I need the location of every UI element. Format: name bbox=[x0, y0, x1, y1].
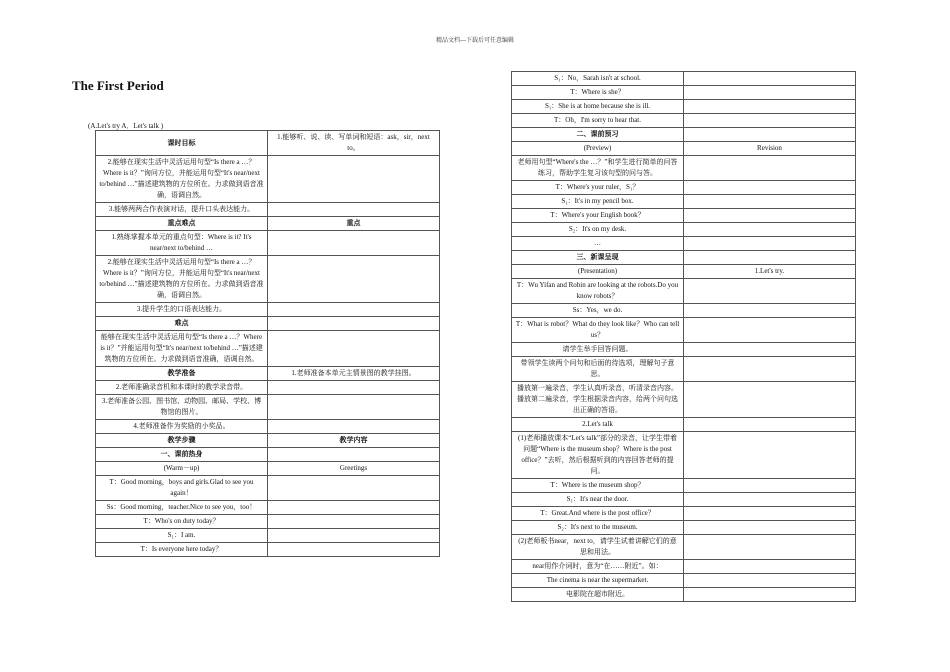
table-cell-right bbox=[268, 529, 440, 543]
table-row bbox=[512, 114, 856, 128]
table-row bbox=[96, 501, 440, 515]
table-cell-left: 重点难点 bbox=[96, 217, 268, 231]
table-row bbox=[96, 203, 440, 217]
table-cell-right bbox=[268, 231, 440, 256]
table-cell-left: 三、新课呈现 bbox=[512, 251, 684, 265]
table-cell-right bbox=[684, 86, 856, 100]
table-cell-right bbox=[268, 476, 440, 501]
table-cell-left: T：Oh，I'm sorry to hear that. bbox=[512, 114, 684, 128]
table-cell-right bbox=[268, 515, 440, 529]
table-row bbox=[96, 367, 440, 381]
table-cell-left: T：What is robot？What do they look like？Who can tell us？ bbox=[512, 318, 684, 343]
left-lesson-table bbox=[95, 130, 440, 557]
table-cell-left: T：Great.And where is the post office？ bbox=[512, 507, 684, 521]
table-cell-right bbox=[684, 535, 856, 560]
page-title: The First Period bbox=[72, 78, 164, 93]
table-row bbox=[96, 231, 440, 256]
table-cell-left: (Presentation) bbox=[512, 265, 684, 279]
table-cell-right bbox=[268, 317, 440, 331]
table-cell-left: S₁：It's near the door. bbox=[512, 493, 684, 507]
table-cell-right bbox=[684, 588, 856, 602]
table-cell-right bbox=[268, 331, 440, 367]
table-row bbox=[96, 529, 440, 543]
table-cell-left: T：Wu Yifan and Robin are looking at the robots.Do you know robots？ bbox=[512, 279, 684, 304]
table-cell-left: S₁：She is at home because she is ill. bbox=[512, 100, 684, 114]
table-cell-right bbox=[684, 479, 856, 493]
table-cell-left: 电影院在超市附近。 bbox=[512, 588, 684, 602]
table-cell-right bbox=[684, 251, 856, 265]
table-cell-left: T：Where's your ruler，S₁？ bbox=[512, 181, 684, 195]
table-row bbox=[512, 535, 856, 560]
table-row bbox=[512, 588, 856, 602]
table-row bbox=[512, 195, 856, 209]
table-cell-left: (Warm－up) bbox=[96, 462, 268, 476]
table-row bbox=[512, 574, 856, 588]
table-cell-right bbox=[684, 114, 856, 128]
table-row bbox=[512, 507, 856, 521]
table-row bbox=[96, 462, 440, 476]
table-row bbox=[512, 100, 856, 114]
table-cell-right bbox=[684, 195, 856, 209]
table-cell-left: The cinema is near the supermarket. bbox=[512, 574, 684, 588]
table-cell-right bbox=[268, 395, 440, 420]
table-cell-right: 1.Let's try. bbox=[684, 265, 856, 279]
table-row bbox=[96, 256, 440, 303]
table-row bbox=[96, 317, 440, 331]
table-cell-right: Greetings bbox=[268, 462, 440, 476]
table-row bbox=[512, 493, 856, 507]
table-cell-right bbox=[268, 303, 440, 317]
table-row bbox=[96, 131, 440, 156]
table-cell-left: Ss：Good morning，teacher.Nice to see you，too！ bbox=[96, 501, 268, 515]
table-row bbox=[512, 432, 856, 479]
table-cell-left: S₂：It's on my desk. bbox=[512, 223, 684, 237]
table-cell-right bbox=[684, 318, 856, 343]
table-row bbox=[512, 265, 856, 279]
table-cell-left: 教学准备 bbox=[96, 367, 268, 381]
table-cell-left: S₁：No，Sarah isn't at school. bbox=[512, 72, 684, 86]
table-cell-left: 老师用句型“Where's the …？”和学生进行简单的问答练习，帮助学生复习该句型的问与答。 bbox=[512, 156, 684, 181]
table-cell-left: 3.提升学生的口语表达能力。 bbox=[96, 303, 268, 317]
table-cell-left: 播放第一遍录音，学生认真听录音，听清录音内容。播放第二遍录音，学生根据录音内容，给两个问句选出正确的答语。 bbox=[512, 382, 684, 418]
table-cell-left: (2)老师板书near，next to，请学生试着讲解它们的意思和用法。 bbox=[512, 535, 684, 560]
table-cell-right bbox=[684, 156, 856, 181]
table-cell-left: T：Where is the museum shop？ bbox=[512, 479, 684, 493]
table-row bbox=[96, 434, 440, 448]
table-row bbox=[96, 476, 440, 501]
table-cell-left: 能够在现实生活中灵活运用句型“Is there a …？Where is it？”并能运用句型“It's near/next to/behind …”描述建筑物的方位所在。力求做到语音准确，语调自然。 bbox=[96, 331, 268, 367]
table-cell-left: 教学步骤 bbox=[96, 434, 268, 448]
table-cell-left: T：Is everyone here today？ bbox=[96, 543, 268, 557]
table-cell-left: T：Where is she？ bbox=[512, 86, 684, 100]
table-row bbox=[512, 209, 856, 223]
table-row bbox=[512, 521, 856, 535]
table-cell-left: 2.能够在现实生活中灵活运用句型“Is there a …？Where is it？”询问方位，并能运用句型“It's near/next to/behind …”描述建筑物的方位所在。力求做到语音准确，语调自然。 bbox=[96, 156, 268, 203]
table-row bbox=[96, 217, 440, 231]
table-row bbox=[512, 343, 856, 357]
table-row bbox=[512, 560, 856, 574]
table-row bbox=[512, 128, 856, 142]
table-cell-right bbox=[684, 574, 856, 588]
table-row bbox=[512, 318, 856, 343]
table-cell-right bbox=[268, 543, 440, 557]
table-cell-right bbox=[268, 156, 440, 203]
table-cell-right bbox=[268, 381, 440, 395]
table-cell-left: … bbox=[512, 237, 684, 251]
table-cell-left: 课时目标 bbox=[96, 131, 268, 156]
table-row bbox=[512, 142, 856, 156]
table-row bbox=[512, 251, 856, 265]
table-row bbox=[512, 237, 856, 251]
table-cell-right bbox=[684, 382, 856, 418]
table-cell-left: S₂：It's next to the museum. bbox=[512, 521, 684, 535]
table-cell-right bbox=[684, 357, 856, 382]
table-row bbox=[512, 181, 856, 195]
table-row bbox=[512, 86, 856, 100]
table-row bbox=[512, 418, 856, 432]
table-cell-left: 3.能够两两合作表演对话，提升口头表达能力。 bbox=[96, 203, 268, 217]
table-cell-right bbox=[684, 100, 856, 114]
table-cell-left: 4.老师准备作为奖励的小奖品。 bbox=[96, 420, 268, 434]
table-cell-left: T：Who's on duty today？ bbox=[96, 515, 268, 529]
lesson-subtitle: (A.Let's try A．Let's talk ) bbox=[88, 122, 164, 130]
table-cell-left: T：Where's your English book？ bbox=[512, 209, 684, 223]
table-row bbox=[512, 357, 856, 382]
table-row bbox=[96, 448, 440, 462]
right-lesson-table bbox=[511, 71, 856, 602]
table-cell-right bbox=[684, 343, 856, 357]
table-cell-right: 1.老师准备本单元主情景图的教学挂图。 bbox=[268, 367, 440, 381]
table-cell-left: Ss：Yes，we do. bbox=[512, 304, 684, 318]
table-cell-right bbox=[684, 507, 856, 521]
table-cell-left: 2.老师准确录音机和本课时的教学录音带。 bbox=[96, 381, 268, 395]
table-cell-right bbox=[684, 521, 856, 535]
table-row bbox=[96, 303, 440, 317]
table-cell-right: 1.能够听、说、读、写单词和短语：ask，sir，next to。 bbox=[268, 131, 440, 156]
table-row bbox=[512, 479, 856, 493]
table-cell-left: S₁：It's in my pencil box. bbox=[512, 195, 684, 209]
table-cell-left: (1)老师播放课本“Let's talk”部分的录音，让学生带着问题“Where is the museum shop？Where is the post office？”去听，然后根据听到的内容回答老师的提问。 bbox=[512, 432, 684, 479]
table-cell-left: near用作介词时，意为“在……附近”。如： bbox=[512, 560, 684, 574]
table-cell-right bbox=[268, 203, 440, 217]
table-cell-right bbox=[684, 560, 856, 574]
table-cell-left: 二、课前预习 bbox=[512, 128, 684, 142]
table-cell-right bbox=[684, 493, 856, 507]
table-cell-left: T：Good morning，boys and girls.Glad to see you again！ bbox=[96, 476, 268, 501]
table-cell-right bbox=[684, 418, 856, 432]
table-cell-right bbox=[684, 237, 856, 251]
table-cell-left: 请学生举手回答问题。 bbox=[512, 343, 684, 357]
table-cell-left: (Preview) bbox=[512, 142, 684, 156]
table-row bbox=[96, 156, 440, 203]
table-cell-left: 难点 bbox=[96, 317, 268, 331]
table-row bbox=[96, 381, 440, 395]
table-row bbox=[512, 279, 856, 304]
table-cell-right bbox=[684, 432, 856, 479]
table-cell-left: 2.能够在现实生活中灵活运用句型“Is there a …？Where is it？”询问方位，并能运用句型“It's near/next to/behind …”描述建筑物的方位所在。力求做到语音准确，语调自然。 bbox=[96, 256, 268, 303]
table-row bbox=[512, 156, 856, 181]
table-cell-left: 一、课前热身 bbox=[96, 448, 268, 462]
table-cell-right bbox=[684, 279, 856, 304]
table-cell-right bbox=[684, 223, 856, 237]
table-row bbox=[96, 331, 440, 367]
table-cell-right bbox=[684, 181, 856, 195]
table-cell-right: 教学内容 bbox=[268, 434, 440, 448]
table-row bbox=[96, 543, 440, 557]
table-cell-left: 2.Let's talk bbox=[512, 418, 684, 432]
table-cell-right bbox=[268, 448, 440, 462]
table-cell-right bbox=[684, 209, 856, 223]
table-cell-left: 带领学生读两个问句和后面的待选项，理解句子意思。 bbox=[512, 357, 684, 382]
table-row bbox=[512, 223, 856, 237]
table-cell-right bbox=[684, 128, 856, 142]
table-row bbox=[512, 72, 856, 86]
table-cell-right: Revision bbox=[684, 142, 856, 156]
table-cell-right bbox=[268, 256, 440, 303]
table-row bbox=[96, 515, 440, 529]
table-cell-left: 3.老师准备公园、图书馆、动物园、邮局、学校、博物馆的图片。 bbox=[96, 395, 268, 420]
table-cell-right: 重点 bbox=[268, 217, 440, 231]
table-row bbox=[512, 304, 856, 318]
table-cell-left: 1.熟练掌握本单元的重点句型：Where is it? It's near/next to/behind … bbox=[96, 231, 268, 256]
table-cell-right bbox=[684, 304, 856, 318]
table-row bbox=[512, 382, 856, 418]
page-header: 精品文档---下载后可任意编辑 bbox=[435, 37, 515, 44]
table-row bbox=[96, 420, 440, 434]
table-cell-right bbox=[268, 501, 440, 515]
table-row bbox=[96, 395, 440, 420]
table-cell-right bbox=[268, 420, 440, 434]
table-cell-right bbox=[684, 72, 856, 86]
table-cell-left: S₁：I am. bbox=[96, 529, 268, 543]
